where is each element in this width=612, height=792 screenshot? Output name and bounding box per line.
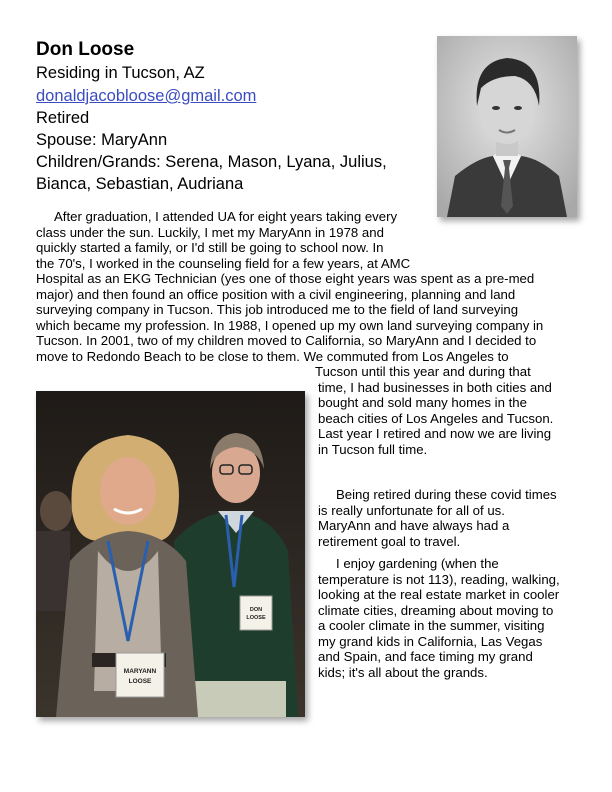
text-line: which became my profession. In 1988, I opened up my own land surveying company in [36,317,544,333]
text-line: in Tucson full time. [318,441,428,457]
text-line: quickly started a family, or I'd still be going to school now. In [36,240,384,255]
man-badge-line-2: LOOSE [246,615,266,621]
text-line: Last year I retired and now we are living [318,426,552,441]
couple-photo-image [36,391,305,717]
text-line: surveying company in Tucson. This job introduced me to the field of land surveying [36,302,519,317]
man-badge-line-1: DON [249,607,263,613]
text-line: Hospital as an EKG Technician (yes one of those eight years was spent as a pre-med [36,271,535,286]
text-line: After graduation, I attended UA for eight years taking every [54,209,398,224]
biography-paragraph-2 [318,487,557,549]
woman-badge-line-1: MARYANN [123,668,157,675]
text-line: Tucson until this year and during that [315,364,531,379]
text-line: class under the sun. Luckily, I met my MaryAnn in 1978 and [36,224,384,240]
residence-line: Residing in Tucson, AZ [36,64,205,82]
yearbook-photo [437,36,577,217]
biography-paragraph-1-continued [315,364,553,457]
woman-badge-line-2: LOOSE [128,678,152,685]
text-line: a cooler climate in the summer, visiting [318,618,545,633]
text-line: major) and then found an office position with a civil engineering, planning and land [36,286,516,302]
text-line: climate cities, dreaming about moving to [318,602,554,618]
text-line: beach cities of Los Angeles and Tucson. [318,410,554,426]
text-line: kids; it's all about the grands. [318,664,488,680]
person-name: Don Loose [36,39,135,60]
text-line: Tucson. In 2001, two of my children moved to California, so MaryAnn and I decided to [36,333,537,348]
biography-paragraph-3 [318,556,560,680]
text-line: the 70's, I worked in the counseling field for a few years, at AMC [36,255,411,271]
text-line: looking at the real estate market in cooler [318,587,560,602]
yearbook-portrait-image [437,36,577,217]
text-line: my grand kids in California, Las Vegas [318,633,543,649]
children-line-1: Children/Grands: Serena, Mason, Lyana, Julius, [36,153,387,171]
biography-paragraph-1 [36,209,596,364]
text-line: MaryAnn and have always had a [318,518,510,533]
children-line-2: Bianca, Sebastian, Audriana [36,175,244,193]
couple-photo [36,391,305,717]
text-line: I enjoy gardening (when the [336,556,499,571]
text-line: Being retired during these covid times [336,487,557,502]
text-line: bought and sold many homes in the [318,395,527,410]
text-line: move to Redondo Beach to be close to them. We commuted from Los Angeles to [36,348,509,364]
text-line: time, I had businesses in both cities and [318,379,552,395]
status-line: Retired [36,109,90,127]
email-line [36,85,256,107]
text-line: temperature is not 113), reading, walking, [318,571,560,587]
text-line: is really unfortunate for all of us. [318,502,505,518]
text-line: retirement goal to travel. [318,533,461,549]
spouse-line: Spouse: MaryAnn [36,131,168,149]
text-line: and Spain, and face timing my grand [318,649,533,664]
email-link[interactable]: donaldjacobloose@gmail.com [36,87,257,105]
